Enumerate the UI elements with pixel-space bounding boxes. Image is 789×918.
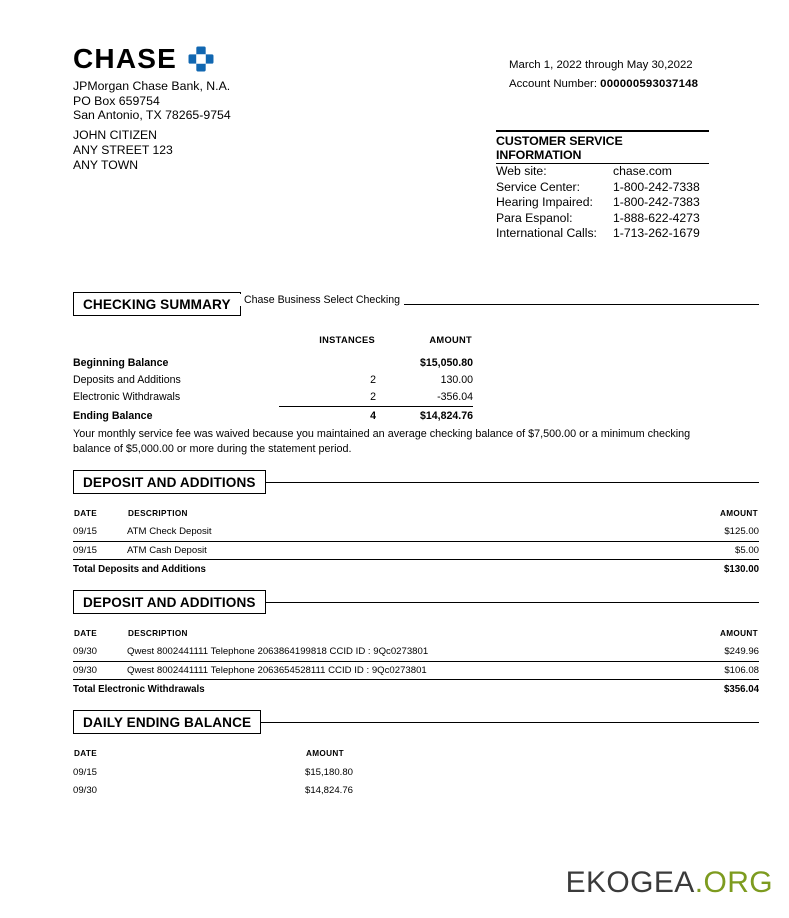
- deposits-col-amount: AMOUNT: [719, 509, 758, 518]
- service-fee-note: Your monthly service fee was waived because you maintained an average checking balance of $7,500.00 or a minimum checking balance of $5,000.00 or more during the statement period.: [73, 428, 691, 455]
- withdrawals-header-row: [73, 628, 759, 643]
- account-number-label: Account Number:: [509, 78, 597, 90]
- withdrawal-description: Qwest 8002441111 Telephone 2063864199818 CCID ID : 9Qc0273801: [127, 646, 429, 658]
- summary-col-instances: INSTANCES: [319, 335, 375, 345]
- summary-row-ending-balance: [73, 406, 473, 424]
- csi-row-hearing-impaired: [496, 195, 709, 211]
- withdrawal-date: 09/30: [73, 646, 98, 658]
- table-row: [73, 661, 759, 680]
- deposits-total-row: [73, 560, 759, 578]
- summary-row-instances: [279, 354, 376, 371]
- csi-label: International Calls:: [496, 226, 597, 241]
- summary-row-label: Deposits and Additions: [73, 373, 181, 386]
- summary-row-instances: 2: [370, 390, 376, 403]
- deposits-table: [73, 508, 759, 578]
- summary-col-blank: [73, 334, 279, 354]
- deposits-col-description: DESCRIPTION: [128, 509, 188, 518]
- bank-address-line-2: PO Box 659754: [73, 93, 160, 108]
- withdrawals-total-amount: $356.04: [667, 680, 759, 698]
- summary-header-row: [73, 334, 473, 354]
- checking-summary-title-box: [73, 292, 241, 316]
- withdrawals-total-label: Total Electronic Withdrawals: [73, 680, 667, 698]
- withdrawals-section: [73, 590, 759, 698]
- withdrawals-heading: [73, 590, 759, 614]
- withdrawals-total-row: [73, 680, 759, 698]
- chase-logo: [73, 44, 393, 74]
- summary-row-instances: 2: [370, 373, 376, 386]
- csi-row-international-calls: [496, 226, 709, 242]
- deb-header-row: [73, 748, 473, 764]
- summary-row-amount: $15,050.80: [419, 356, 473, 369]
- customer-name: JOHN CITIZEN: [73, 128, 157, 142]
- withdrawal-amount: $249.96: [724, 646, 759, 658]
- deposit-description: ATM Cash Deposit: [127, 541, 667, 560]
- chase-octagon-logo-icon: [188, 46, 214, 72]
- watermark: [566, 866, 773, 900]
- customer-address-line-3: ANY TOWN: [73, 157, 139, 172]
- csi-row-website: [496, 164, 709, 180]
- withdrawals-col-date: DATE: [74, 629, 98, 638]
- deb-amount: $15,180.80: [305, 767, 354, 779]
- deposit-amount: $5.00: [667, 541, 759, 560]
- withdrawal-date: 09/30: [73, 661, 127, 680]
- bank-address-line-1: JPMorgan Chase Bank, N.A.: [73, 79, 231, 93]
- checking-summary-table: [73, 334, 473, 424]
- table-row: [73, 764, 473, 782]
- bank-header: [73, 44, 393, 123]
- summary-row-label: Beginning Balance: [73, 356, 169, 369]
- deposits-header-row: [73, 508, 759, 523]
- csi-value[interactable]: chase.com: [613, 164, 672, 178]
- watermark-suffix: .ORG: [694, 866, 773, 899]
- csi-value: 1-800-242-7338: [613, 179, 700, 194]
- account-number-value: 000000593037148: [600, 78, 699, 90]
- customer-address: [73, 128, 173, 172]
- deposits-total-amount: $130.00: [667, 560, 759, 578]
- csi-top-rule: [496, 130, 709, 132]
- deposit-amount: $125.00: [724, 526, 759, 538]
- deposits-total-label: Total Deposits and Additions: [73, 560, 667, 578]
- statement-period: March 1, 2022 through May 30,2022: [509, 59, 693, 71]
- daily-ending-balance-table: [73, 748, 473, 800]
- summary-row-label: Ending Balance: [73, 409, 153, 422]
- csi-row-service-center: [496, 180, 709, 196]
- deposits-col-date: DATE: [74, 509, 98, 518]
- checking-summary-title: CHECKING SUMMARY: [83, 296, 231, 312]
- withdrawals-title-box: [73, 590, 266, 614]
- csi-row-para-espanol: [496, 211, 709, 227]
- chase-wordmark: CHASE: [73, 43, 178, 74]
- daily-ending-balance-title: DAILY ENDING BALANCE: [83, 714, 252, 730]
- summary-col-amount: AMOUNT: [429, 335, 472, 345]
- customer-address-line-2: ANY STREET 123: [73, 142, 173, 157]
- csi-title: CUSTOMER SERVICE INFORMATION: [496, 134, 709, 164]
- summary-row-withdrawals: [73, 388, 473, 406]
- table-row: [73, 541, 759, 560]
- withdrawals-col-description: DESCRIPTION: [128, 629, 188, 638]
- summary-row-amount: 130.00: [440, 373, 473, 386]
- summary-row-beginning-balance: [73, 354, 473, 371]
- summary-row-amount: -356.04: [437, 390, 473, 403]
- checking-summary-section: [73, 292, 759, 424]
- deposits-title-box: [73, 470, 266, 494]
- deb-col-amount: AMOUNT: [306, 749, 345, 758]
- watermark-primary: EKOGEA: [565, 866, 695, 899]
- bank-address-line-3: San Antonio, TX 78265-9754: [73, 108, 231, 123]
- daily-ending-balance-heading: [73, 710, 759, 734]
- daily-ending-balance-title-box: [73, 710, 261, 734]
- deposits-section: [73, 470, 759, 578]
- csi-label: Para Espanol:: [496, 210, 573, 225]
- withdrawals-title: DEPOSIT AND ADDITIONS: [83, 594, 256, 610]
- csi-label: Hearing Impaired:: [496, 195, 593, 210]
- withdrawal-amount: $106.08: [667, 661, 759, 680]
- summary-row-amount: $14,824.76: [376, 406, 473, 424]
- csi-label: Web site:: [496, 164, 547, 178]
- table-row: [73, 523, 759, 541]
- withdrawals-table: [73, 628, 759, 698]
- deb-col-date: DATE: [74, 749, 98, 758]
- deb-amount: $14,824.76: [305, 785, 354, 797]
- csi-label: Service Center:: [496, 179, 580, 194]
- withdrawal-description: Qwest 8002441111 Telephone 2063654528111 CCID ID : 9Qc0273801: [127, 661, 667, 680]
- account-type-label: Chase Business Select Checking: [240, 294, 404, 306]
- daily-ending-balance-section: [73, 710, 759, 800]
- deb-date: 09/30: [73, 785, 98, 797]
- checking-summary-heading: [73, 292, 759, 316]
- deb-date: 09/15: [73, 767, 98, 779]
- csi-value: 1-713-262-1679: [613, 226, 700, 241]
- deposits-heading: [73, 470, 759, 494]
- deposit-date: 09/15: [73, 541, 127, 560]
- table-row: [73, 643, 759, 661]
- bank-address: [73, 79, 393, 123]
- summary-row-deposits: [73, 371, 473, 388]
- csi-value: 1-800-242-7383: [613, 195, 700, 210]
- table-row: [73, 782, 473, 800]
- deposit-date: 09/15: [73, 526, 98, 538]
- csi-value: 1-888-622-4273: [613, 210, 700, 225]
- summary-row-label: Electronic Withdrawals: [73, 391, 181, 404]
- summary-row-instances: 4: [279, 406, 376, 424]
- deposit-description: ATM Check Deposit: [127, 526, 212, 538]
- withdrawals-col-amount: AMOUNT: [719, 629, 758, 638]
- account-number-line: [509, 75, 749, 94]
- deposits-title: DEPOSIT AND ADDITIONS: [83, 474, 256, 490]
- statement-header-info: [509, 56, 749, 94]
- customer-service-information: [496, 130, 709, 242]
